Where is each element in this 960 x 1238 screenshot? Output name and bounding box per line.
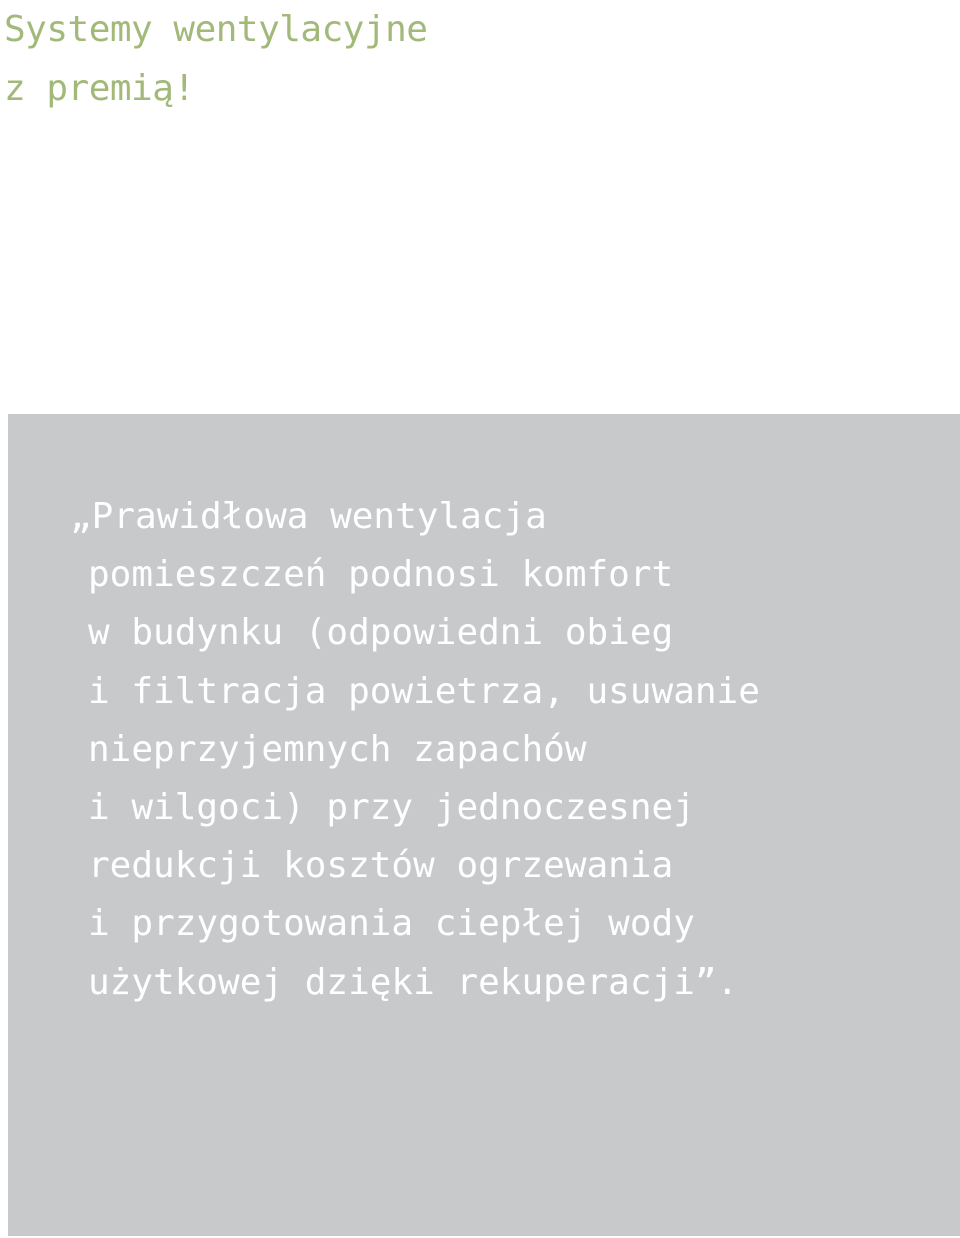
page-title-line-1: Systemy wentylacyjne [4,9,428,50]
quote-line-9: użytkowej dzięki rekuperacji”. [88,961,739,1003]
quote-line-2: pomieszczeń podnosi komfort [88,554,674,596]
quote-line-1: „Prawidłowa wentylacja [70,496,547,537]
quote-line-4: i filtracja powietrza, usuwanie [88,670,760,712]
quote-line-5: nieprzyjemnych zapachów [88,728,587,770]
quote-line-8: i przygotowania ciepłej wody [88,903,695,945]
quote-line-6: i wilgoci) przy jednoczesnej [88,787,695,829]
page-title-line-2: z premią! [4,68,195,109]
quote-line-7: redukcji kosztów ogrzewania [88,845,674,887]
quote-line-3: w budynku (odpowiedni obieg [88,612,674,654]
page-title [4,0,427,118]
quote-text [70,488,760,1012]
quote-box [8,414,960,1236]
